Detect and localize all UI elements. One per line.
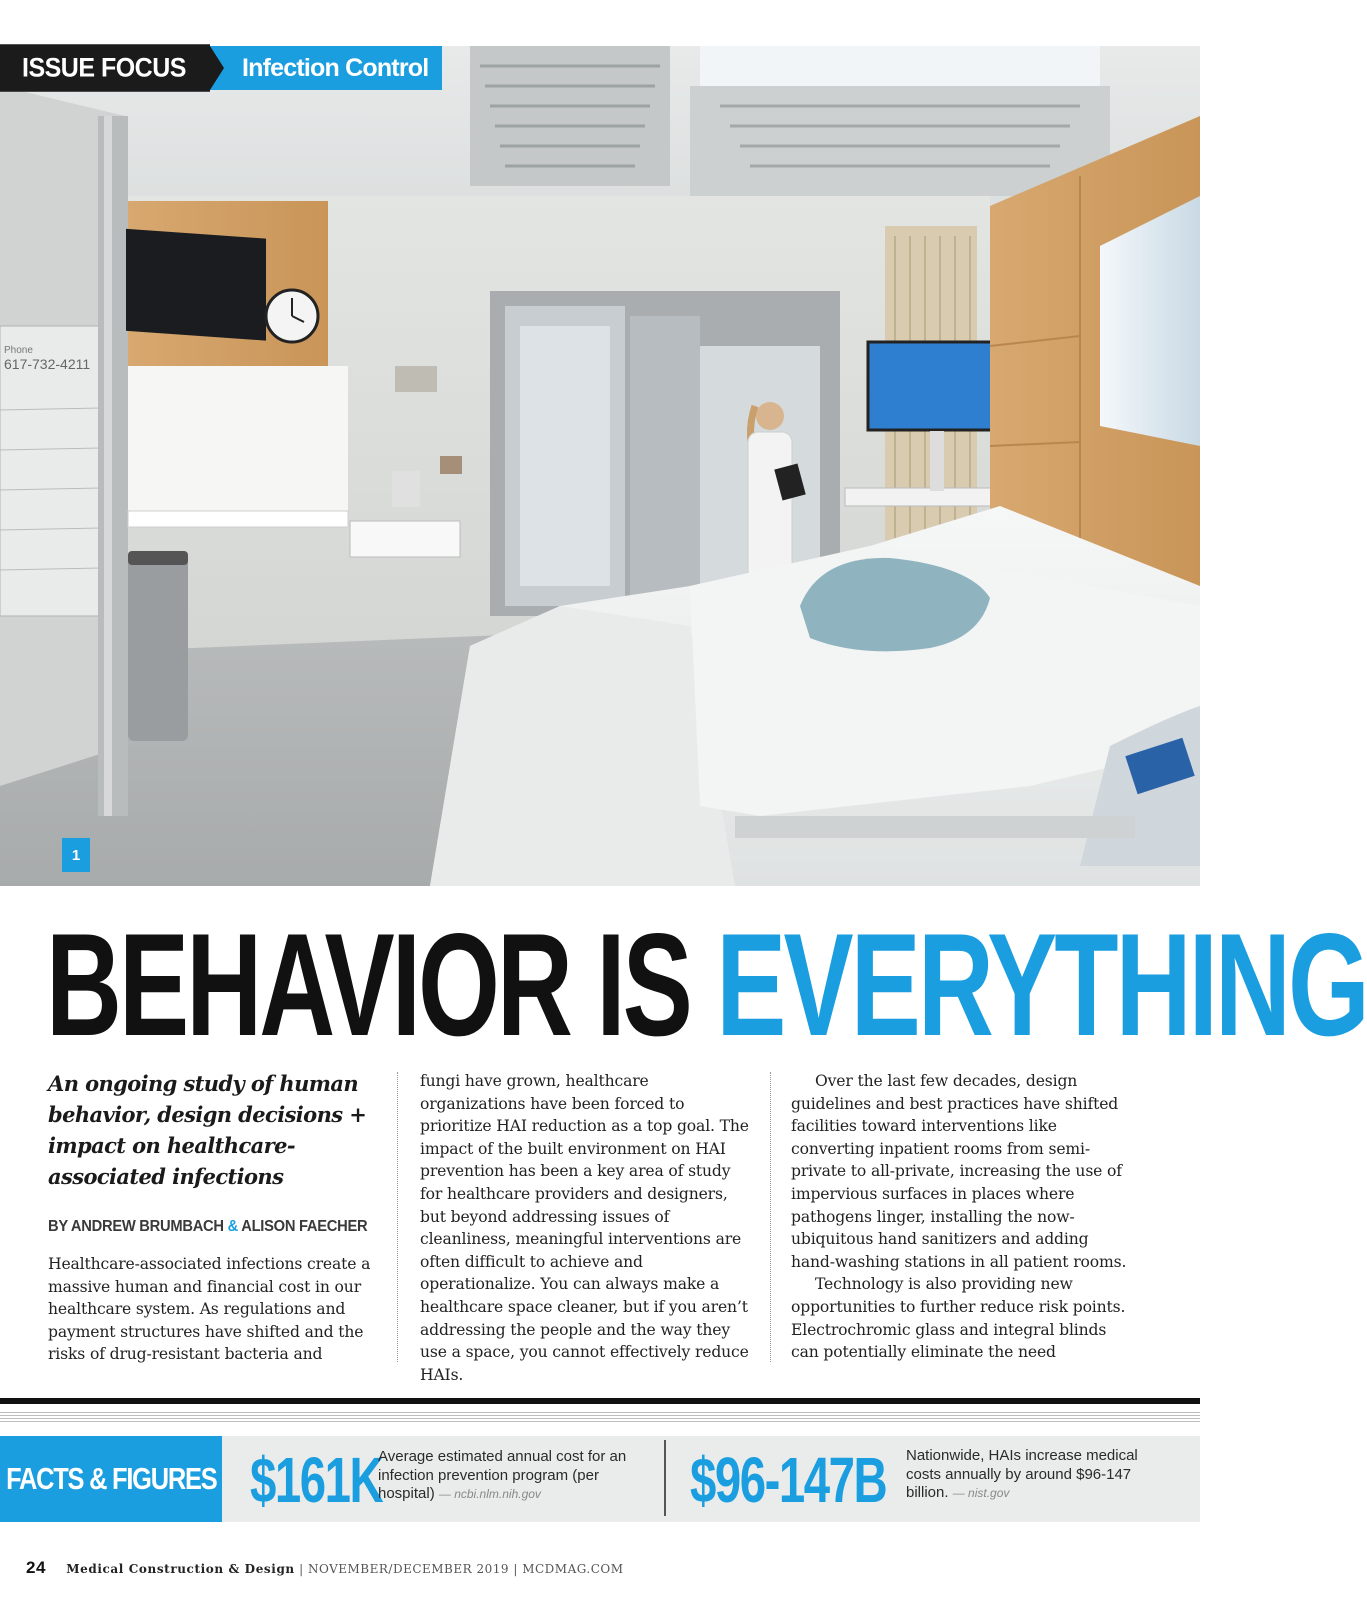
article-headline xyxy=(46,903,1367,1066)
figure-number-badge: 1 xyxy=(62,838,90,872)
body-paragraph: fungi have grown, healthcare organizations have been forced to prioritize HAI reduction as a top goal. The impact of the built environment on HAI prevention has been a key area of study for healthcare providers and designers, but beyond addressing issues of cleanliness, meaningful interventions are often difficult to achieve and operationalize. You can always make a healthcare space cleaner, but if you aren’t addressing the people and the way they use a space, you cannot effectively reduce HAIs. xyxy=(420,1072,749,1384)
issue-info: | NOVEMBER/DECEMBER 2019 | MCDMAG.COM xyxy=(299,1562,624,1576)
facts-figures-label xyxy=(0,1436,222,1522)
stat-2-value: $96-147B xyxy=(690,1444,887,1516)
stat-1-text: Average estimated annual cost for an infection prevention program (per hospital) xyxy=(378,1448,627,1502)
issue-focus-tag xyxy=(0,46,442,90)
body-column-2 xyxy=(420,1070,757,1386)
stat-1-source: — ncbi.nlm.nih.gov xyxy=(438,1487,541,1501)
headline-part-1: BEHAVIOR IS xyxy=(46,903,690,1066)
stat-2-text: Nationwide, HAIs increase medical costs annually by around $96-147 billion. xyxy=(906,1447,1138,1501)
facts-divider xyxy=(664,1440,666,1516)
author-1: BY ANDREW BRUMBACH xyxy=(48,1218,224,1235)
body-column-3 xyxy=(791,1070,1136,1364)
byline xyxy=(48,1218,367,1236)
article-dek: An ongoing study of human behavior, design decisions + impact on healthcare-associated infections xyxy=(48,1071,367,1189)
page-number: 24 xyxy=(26,1558,46,1577)
column-divider xyxy=(770,1072,771,1362)
body-column-1 xyxy=(48,1253,373,1366)
body-paragraph: Over the last few decades, design guidelines and best practices have shifted facilities toward interventions like converting inpatient rooms from semi-private to all-private, increasing the use of impervious surfaces in places where pathogens linger, installing the now-ubiquitous hand sanitizers and adding hand-washing stations in all patient rooms. xyxy=(791,1072,1127,1271)
issue-focus-topic: Infection Control xyxy=(224,46,442,90)
body-paragraph: Technology is also providing new opportunities to further reduce risk points. Electrochromic glass and integral blinds can potentially eliminate the need xyxy=(791,1275,1126,1362)
hospital-room-illustration xyxy=(0,46,1200,886)
author-2: ALISON FAECHER xyxy=(241,1218,368,1235)
hospital-room-photo xyxy=(0,46,1200,886)
svg-text:Phone: Phone xyxy=(4,345,33,356)
column-divider xyxy=(397,1072,398,1362)
facts-figures-label-text: FACTS & FIGURES xyxy=(5,1461,217,1496)
issue-focus-label: ISSUE FOCUS xyxy=(0,44,210,92)
stat-2-description xyxy=(906,1447,1168,1503)
page-footer xyxy=(26,1558,624,1578)
svg-text:617-732-4211: 617-732-4211 xyxy=(4,356,91,372)
section-rule xyxy=(0,1398,1200,1404)
stat-1-description xyxy=(378,1448,643,1504)
stat-2-source: — nist.gov xyxy=(952,1486,1010,1500)
byline-ampersand: & xyxy=(227,1218,238,1235)
headline-part-2: EVERYTHING xyxy=(716,903,1367,1066)
issue-focus-separator xyxy=(210,46,224,90)
section-pattern-rule xyxy=(0,1412,1200,1422)
body-paragraph: Healthcare-associated infections create a massive human and financial cost in our healthcare system. As regulations and payment structures have shifted and the risks of drug-resistant bacteria and xyxy=(48,1255,371,1364)
magazine-name: Medical Construction & Design xyxy=(66,1562,295,1576)
stat-1-value: $161K xyxy=(250,1444,383,1516)
